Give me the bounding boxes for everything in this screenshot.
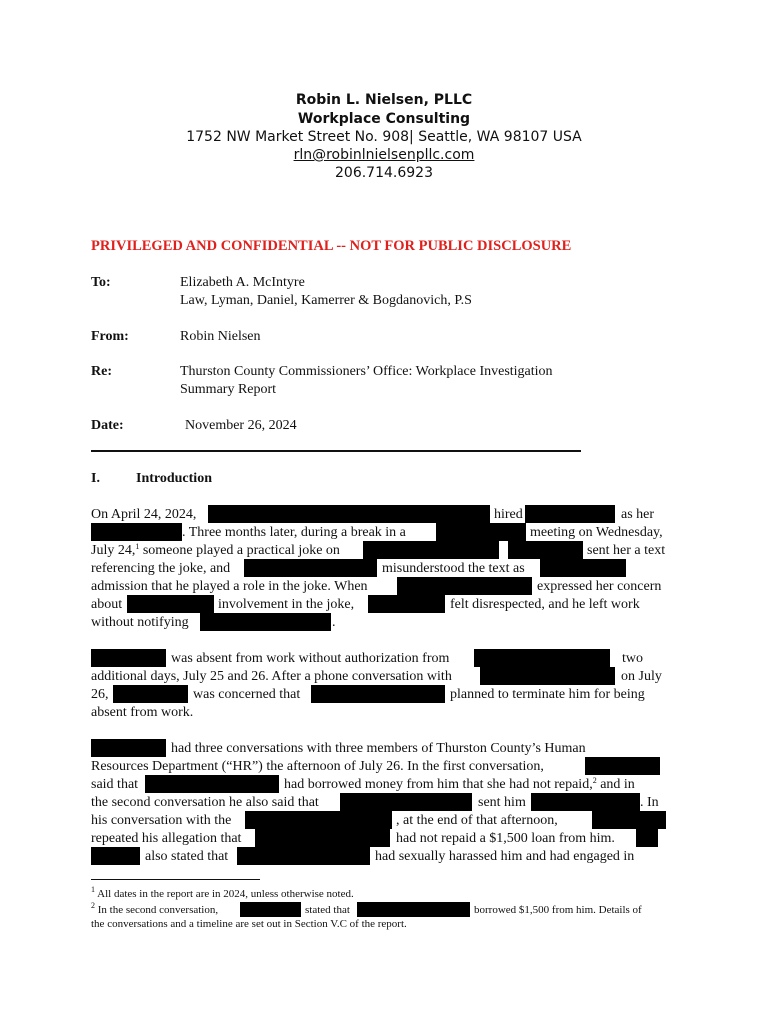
footnote-mark-2: 2 xyxy=(91,901,95,910)
footnote-divider xyxy=(91,879,260,880)
footnote-ref-1[interactable]: 1 xyxy=(135,542,140,551)
p1-text: hired xyxy=(494,507,523,522)
p1-text: as her xyxy=(621,507,655,522)
p3-text: said that xyxy=(91,777,139,792)
p3-text: had not repaid a $1,500 loan from him. xyxy=(396,831,615,846)
re-line-1: Thurston County Commissioners’ Office: Workplace Investigation xyxy=(180,364,553,379)
p2-text: additional days, July 25 and 26. After a phone conversation with xyxy=(91,669,452,684)
firm-email-link[interactable]: rln@robinlnielsenpllc.com xyxy=(293,147,475,163)
p1-text: admission that he played a role in the joke. When xyxy=(91,579,368,594)
redaction-bar xyxy=(145,775,279,793)
firm-name: Robin L. Nielsen, PLLC xyxy=(295,92,473,108)
p2-text: absent from work. xyxy=(91,705,194,720)
redaction-bar xyxy=(480,667,615,685)
redaction-bar xyxy=(363,541,499,559)
section-number: I. xyxy=(91,471,100,486)
footnote-2-text: In the second conversation, xyxy=(95,904,219,916)
p3-text: repeated his allegation that xyxy=(91,831,242,846)
re-label: Re: xyxy=(91,364,112,379)
p3-text: had three conversations with three members of Thurston County’s Human xyxy=(171,741,586,756)
re-line-2: Summary Report xyxy=(180,382,277,397)
redaction-bar xyxy=(436,523,526,541)
p2-text: was concerned that xyxy=(193,687,301,702)
p1-text: felt disrespected, and he left work xyxy=(450,597,640,612)
from-value: Robin Nielsen xyxy=(180,329,261,344)
p1-text: sent her a text xyxy=(587,543,666,558)
p1-text: July 24, xyxy=(91,543,136,558)
p1-text: without notifying xyxy=(91,615,189,630)
section-title: Introduction xyxy=(136,471,212,486)
redaction-bar xyxy=(91,847,140,865)
redaction-bar xyxy=(91,523,182,541)
footnote-ref-2[interactable]: 2 xyxy=(592,776,597,785)
p1-text: about xyxy=(91,597,123,612)
redaction-bar xyxy=(340,793,472,811)
p3-text: . In xyxy=(640,795,659,810)
p3-text: also stated that xyxy=(145,849,229,864)
redaction-bar xyxy=(91,739,166,757)
p1-text: expressed her concern xyxy=(537,579,662,594)
date-value: November 26, 2024 xyxy=(185,418,297,433)
redaction-bar xyxy=(127,595,214,613)
date-label: Date: xyxy=(91,418,124,433)
p2-text: two xyxy=(622,651,643,666)
redaction-bar xyxy=(585,757,660,775)
p3-text: his conversation with the xyxy=(91,813,232,828)
p1-text: someone played a practical joke on xyxy=(139,543,340,558)
redaction-bar xyxy=(397,577,532,595)
to-label: To: xyxy=(91,275,111,290)
footnote-2-text: stated that xyxy=(305,904,350,916)
footnote-1-text: All dates in the report are in 2024, unless otherwise noted. xyxy=(95,888,354,900)
p3-text: Resources Department (“HR”) the afternoon of July 26. In the first conversation, xyxy=(91,759,544,774)
footnote-mark-1: 1 xyxy=(91,885,95,894)
redaction-bar xyxy=(311,685,445,703)
footnote-2-text: borrowed $1,500 from him. Details of xyxy=(474,904,642,916)
redaction-bar xyxy=(237,847,370,865)
redaction-bar xyxy=(540,559,626,577)
redaction-bar xyxy=(357,902,470,917)
from-label: From: xyxy=(91,329,129,344)
redaction-bar xyxy=(508,541,583,559)
redaction-bar xyxy=(368,595,445,613)
redaction-bar xyxy=(525,505,615,523)
p1-text: referencing the joke, and xyxy=(91,561,231,576)
redaction-bar xyxy=(255,829,390,847)
p3-text: had sexually harassed him and had engaged in xyxy=(375,849,635,864)
p2-text: was absent from work without authorization from xyxy=(171,651,450,666)
p3-text: had borrowed money from him that she had not repaid, xyxy=(284,777,593,792)
redaction-bar xyxy=(531,793,640,811)
header-divider xyxy=(91,450,581,452)
p1-text: involvement in the joke, xyxy=(218,597,355,612)
to-firm: Law, Lyman, Daniel, Kamerrer & Bogdanovich, P.S xyxy=(180,293,472,308)
p3-text: the second conversation he also said that xyxy=(91,795,319,810)
p2-text: 26, xyxy=(91,687,109,702)
redaction-bar xyxy=(208,505,490,523)
firm-subtitle: Workplace Consulting xyxy=(297,111,471,127)
p3-text: , at the end of that afternoon, xyxy=(396,813,558,828)
redaction-bar xyxy=(91,649,166,667)
confidential-notice: PRIVILEGED AND CONFIDENTIAL -- NOT FOR PUBLIC DISCLOSURE xyxy=(91,238,572,254)
firm-phone: 206.714.6923 xyxy=(335,165,433,181)
p3-text: sent him xyxy=(478,795,526,810)
p2-text: planned to terminate him for being xyxy=(450,687,645,702)
p1-text: meeting on Wednesday, xyxy=(530,525,663,540)
redaction-bar xyxy=(636,829,658,847)
p3-text: and in xyxy=(596,777,635,792)
firm-address: 1752 NW Market Street No. 908| Seattle, WA 98107 USA xyxy=(186,129,582,145)
p1-text: On April 24, 2024, xyxy=(91,507,197,522)
footnote-2-text: the conversations and a timeline are set out in Section V.C of the report. xyxy=(91,918,407,930)
redaction-bar xyxy=(113,685,188,703)
redaction-bar xyxy=(592,811,666,829)
redaction-bar xyxy=(244,559,377,577)
redaction-bar xyxy=(245,811,392,829)
to-name: Elizabeth A. McIntyre xyxy=(180,275,305,290)
p1-text: . xyxy=(332,615,336,630)
redaction-bar xyxy=(240,902,301,917)
p2-text: on July xyxy=(621,669,662,684)
p1-text: . Three months later, during a break in a xyxy=(182,525,406,540)
redaction-bar xyxy=(474,649,610,667)
p1-text: misunderstood the text as xyxy=(382,561,525,576)
redaction-bar xyxy=(200,613,331,631)
